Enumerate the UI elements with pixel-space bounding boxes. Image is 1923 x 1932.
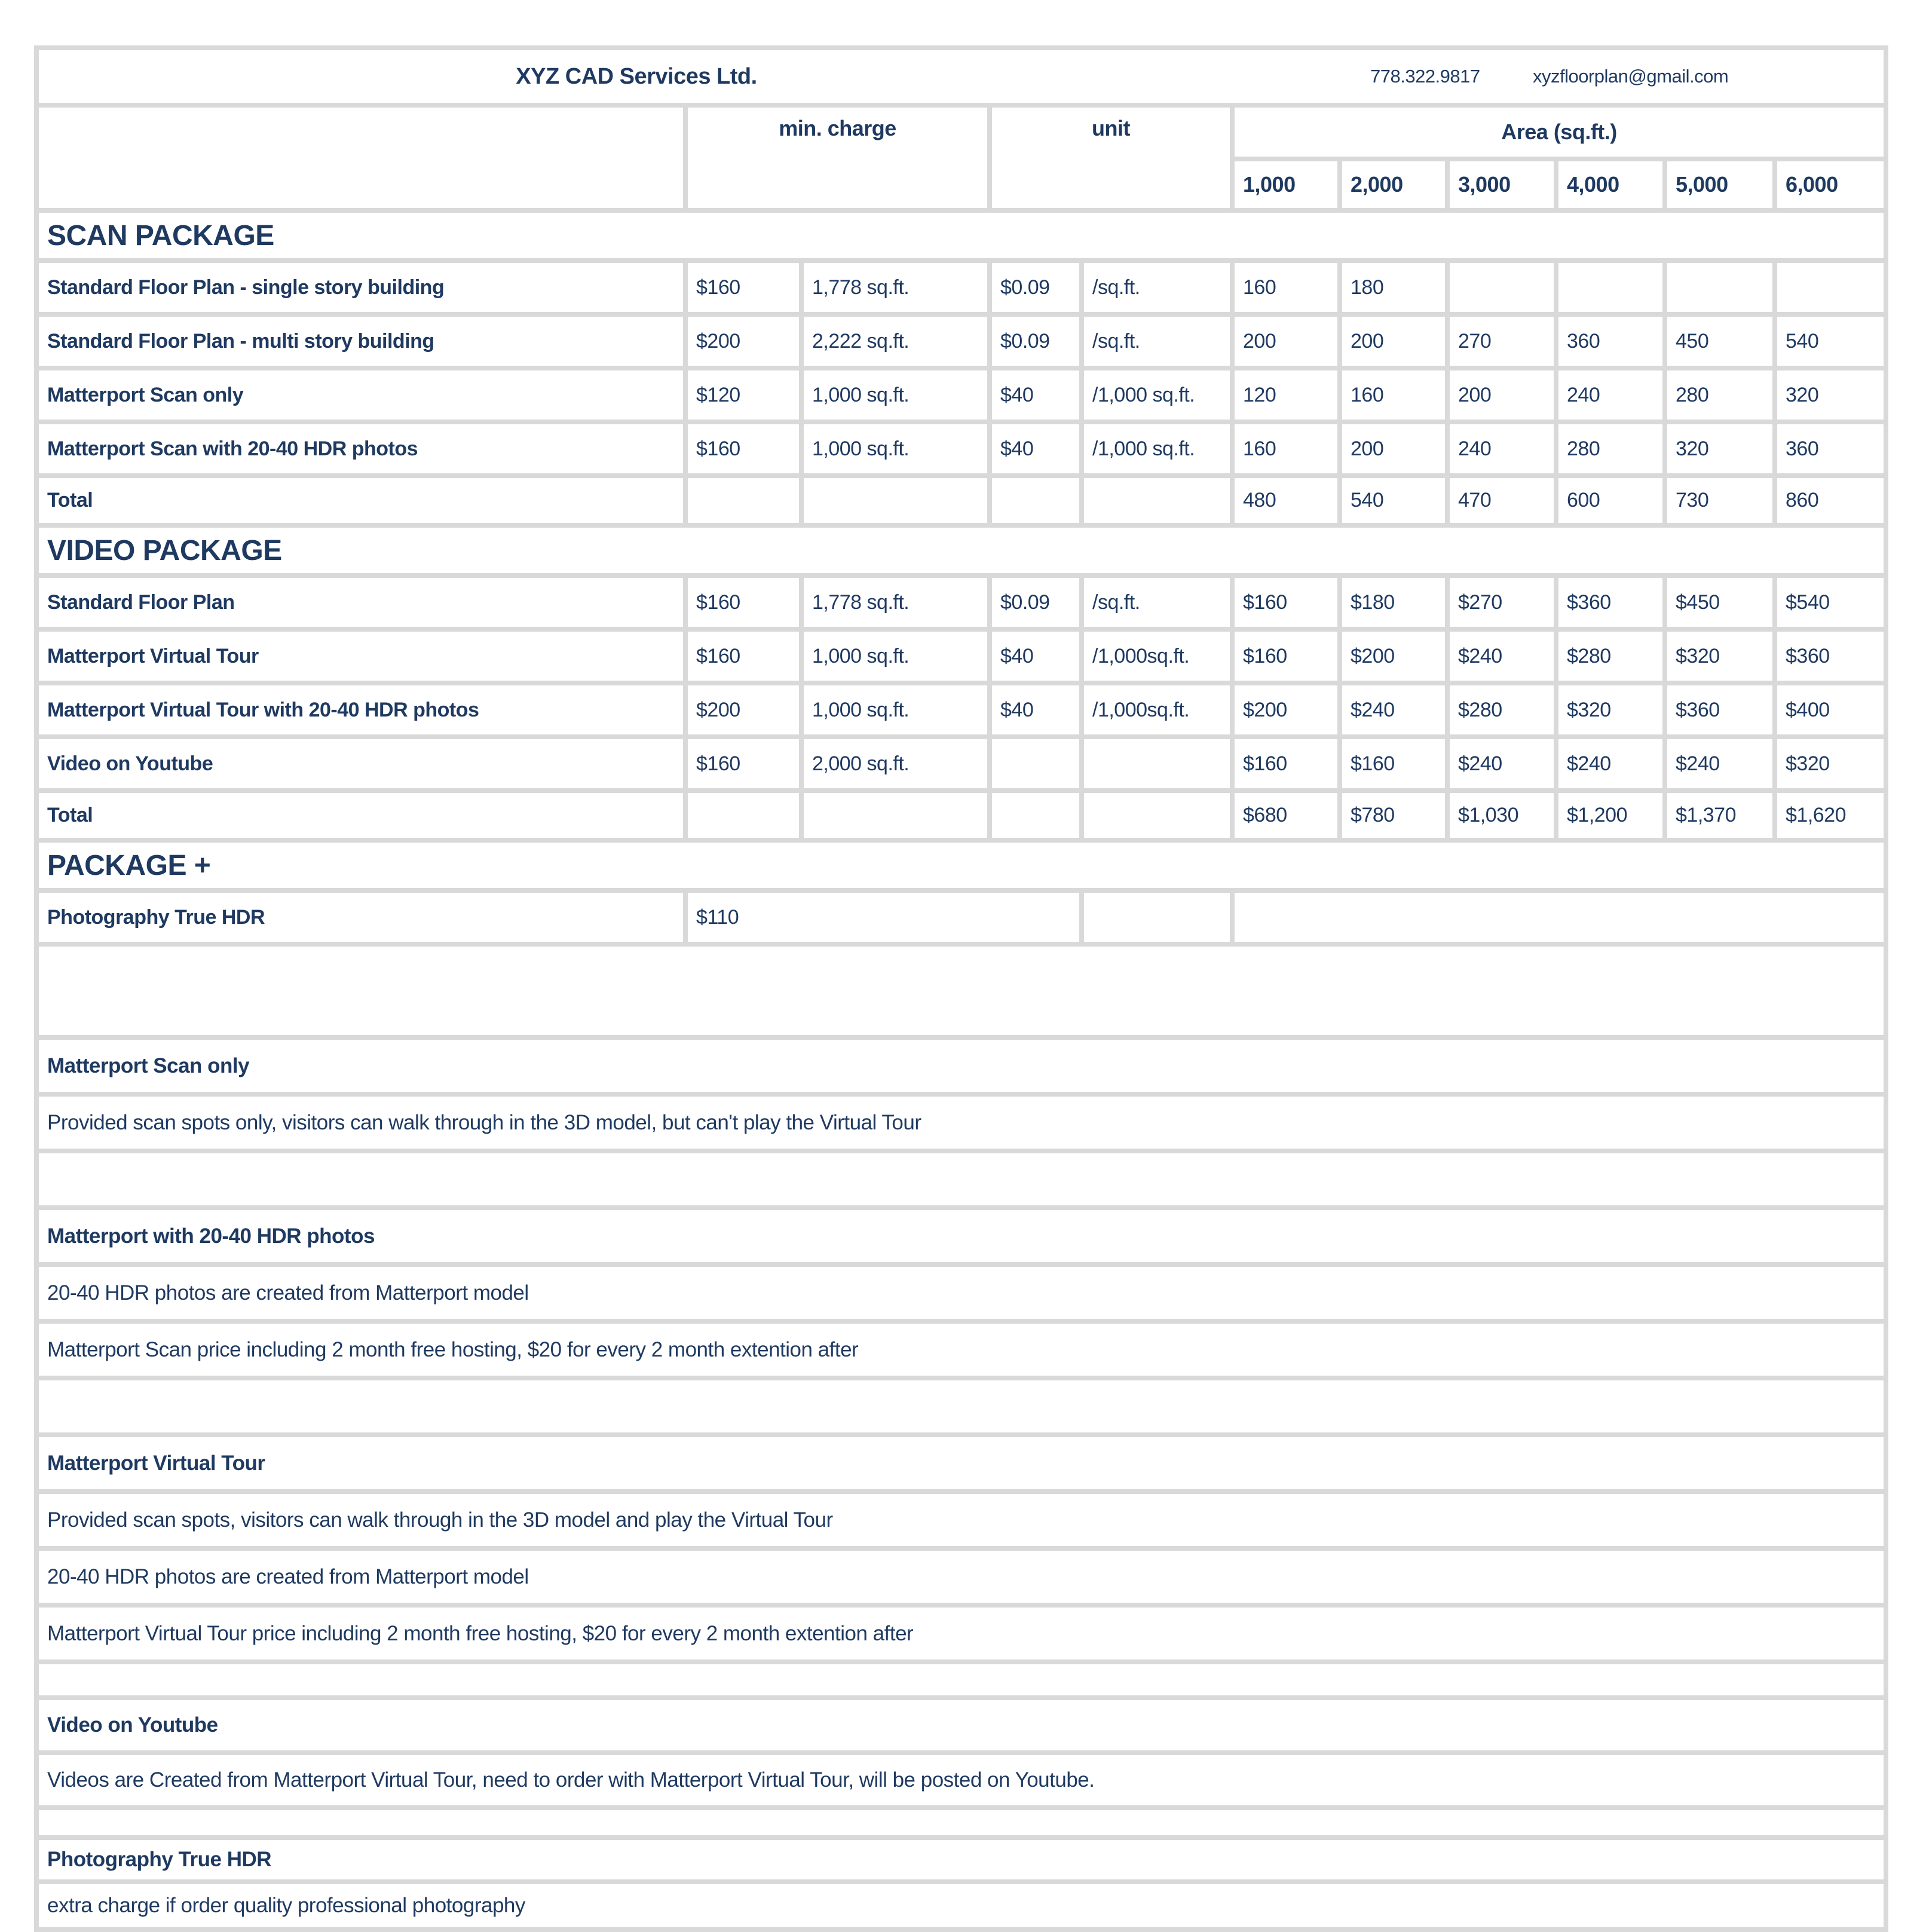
blank-cell	[36, 944, 1886, 1037]
empty-cell	[1082, 791, 1232, 840]
empty-cell	[1232, 890, 1886, 944]
area-price-6000: $360	[1775, 629, 1886, 683]
unit-per	[1082, 737, 1232, 791]
area-price-1000: 160	[1232, 422, 1340, 476]
unit-per: /sq.ft.	[1082, 261, 1232, 314]
service-label: Standard Floor Plan	[36, 575, 685, 629]
area-price-5000: $240	[1665, 737, 1775, 791]
min-charge-area: 1,778 sq.ft.	[801, 575, 990, 629]
min-charge-area: 1,000 sq.ft.	[801, 629, 990, 683]
min-charge-area: 1,000 sq.ft.	[801, 422, 990, 476]
area-col-2000: 2,000	[1340, 159, 1447, 210]
blank-cell	[36, 1662, 1886, 1698]
area-price-5000: $360	[1665, 683, 1775, 737]
note-row	[36, 1094, 1886, 1151]
service-label: Matterport Scan with 20-40 HDR photos	[36, 422, 685, 476]
total-value-5000: $1,370	[1665, 791, 1775, 840]
note-row	[36, 1492, 1886, 1548]
area-price-2000: $200	[1340, 629, 1447, 683]
area-price-6000: 320	[1775, 368, 1886, 422]
blank-row	[36, 1378, 1886, 1435]
area-price-3000: 200	[1447, 368, 1556, 422]
total-value-4000: $1,200	[1556, 791, 1665, 840]
area-price-6000: $320	[1775, 737, 1886, 791]
min-charge-area: 2,222 sq.ft.	[801, 314, 990, 368]
unit-per: /1,000 sq.ft.	[1082, 422, 1232, 476]
section-header-video-package	[36, 525, 1886, 575]
note-text: extra charge if order quality professional photography	[36, 1882, 1886, 1930]
table-row	[36, 368, 1886, 422]
area-price-3000: $240	[1447, 629, 1556, 683]
min-charge-price: $200	[685, 683, 801, 737]
service-label: Matterport Virtual Tour	[36, 629, 685, 683]
col-header-unit: unit	[990, 105, 1232, 210]
total-label: Total	[36, 791, 685, 840]
unit-rate: $40	[990, 368, 1082, 422]
table-row	[36, 890, 1886, 944]
area-price-1000: $200	[1232, 683, 1340, 737]
area-price-6000: $540	[1775, 575, 1886, 629]
service-label: Photography True HDR	[36, 890, 685, 944]
table-row	[36, 683, 1886, 737]
area-price-3000: $270	[1447, 575, 1556, 629]
note-row	[36, 1882, 1886, 1930]
service-label: Video on Youtube	[36, 737, 685, 791]
title-row	[36, 48, 1886, 105]
blank-row	[36, 1662, 1886, 1698]
area-col-5000: 5,000	[1665, 159, 1775, 210]
area-price-5000: 320	[1665, 422, 1775, 476]
pricing-table	[34, 45, 1888, 1932]
area-price-4000	[1556, 261, 1665, 314]
blank-cell	[36, 1808, 1886, 1838]
total-value-2000: 540	[1340, 476, 1447, 525]
total-value-2000: $780	[1340, 791, 1447, 840]
min-charge-area: 2,000 sq.ft.	[801, 737, 990, 791]
note-header: Video on Youtube	[36, 1698, 1886, 1753]
note-text: 20-40 HDR photos are created from Matterport model	[36, 1548, 1886, 1605]
note-header: Matterport Virtual Tour	[36, 1435, 1886, 1492]
unit-rate: $40	[990, 422, 1082, 476]
area-price-2000: 160	[1340, 368, 1447, 422]
service-label: Matterport Virtual Tour with 20-40 HDR photos	[36, 683, 685, 737]
total-value-5000: 730	[1665, 476, 1775, 525]
empty-cell	[685, 791, 801, 840]
area-col-4000: 4,000	[1556, 159, 1665, 210]
note-text: Videos are Created from Matterport Virtual Tour, need to order with Matterport Virtual Tour, will be posted on Youtube.	[36, 1753, 1886, 1808]
empty-cell	[801, 476, 990, 525]
note-text: Provided scan spots, visitors can walk through in the 3D model and play the Virtual Tour	[36, 1492, 1886, 1548]
area-price-4000: $320	[1556, 683, 1665, 737]
note-row	[36, 1208, 1886, 1264]
area-price-2000: 200	[1340, 422, 1447, 476]
min-charge-area: 1,000 sq.ft.	[801, 683, 990, 737]
area-price-4000: $280	[1556, 629, 1665, 683]
area-price-3000: $280	[1447, 683, 1556, 737]
area-price-1000: $160	[1232, 629, 1340, 683]
col-header-min-charge: min. charge	[685, 105, 990, 210]
empty-cell	[801, 791, 990, 840]
table-row	[36, 261, 1886, 314]
total-value-6000: $1,620	[1775, 791, 1886, 840]
title-cell	[36, 48, 1886, 105]
area-price-4000: 280	[1556, 422, 1665, 476]
unit-per: /1,000 sq.ft.	[1082, 368, 1232, 422]
area-col-1000: 1,000	[1232, 159, 1340, 210]
note-row	[36, 1264, 1886, 1321]
total-row	[36, 476, 1886, 525]
area-price-4000: $360	[1556, 575, 1665, 629]
unit-per: /sq.ft.	[1082, 314, 1232, 368]
area-price-2000: 200	[1340, 314, 1447, 368]
unit-per: /1,000sq.ft.	[1082, 629, 1232, 683]
area-price-5000: $450	[1665, 575, 1775, 629]
area-price-1000: 160	[1232, 261, 1340, 314]
min-charge-price: $110	[685, 890, 1082, 944]
total-value-3000: 470	[1447, 476, 1556, 525]
area-price-1000: 200	[1232, 314, 1340, 368]
total-row	[36, 791, 1886, 840]
phone-number: 778.322.9817	[1370, 66, 1480, 87]
unit-rate: $0.09	[990, 314, 1082, 368]
section-title: VIDEO PACKAGE	[36, 525, 1886, 575]
area-price-2000: 180	[1340, 261, 1447, 314]
min-charge-price: $160	[685, 737, 801, 791]
note-row	[36, 1321, 1886, 1378]
service-label: Standard Floor Plan - single story building	[36, 261, 685, 314]
empty-cell	[990, 476, 1082, 525]
min-charge-price: $200	[685, 314, 801, 368]
total-value-1000: $680	[1232, 791, 1340, 840]
corner-cell	[36, 105, 685, 210]
unit-rate: $40	[990, 683, 1082, 737]
section-header-scan-package	[36, 210, 1886, 261]
blank-cell	[36, 1151, 1886, 1208]
note-header: Matterport with 20-40 HDR photos	[36, 1208, 1886, 1264]
note-row	[36, 1838, 1886, 1882]
table-row	[36, 629, 1886, 683]
section-title: PACKAGE +	[36, 840, 1886, 890]
total-value-1000: 480	[1232, 476, 1340, 525]
area-price-1000: 120	[1232, 368, 1340, 422]
section-header-package-plus	[36, 840, 1886, 890]
min-charge-area: 1,000 sq.ft.	[801, 368, 990, 422]
note-header: Matterport Scan only	[36, 1037, 1886, 1094]
blank-row	[36, 944, 1886, 1037]
blank-row	[36, 1808, 1886, 1838]
note-text: Provided scan spots only, visitors can walk through in the 3D model, but can't play the Virtual Tour	[36, 1094, 1886, 1151]
note-text: Matterport Virtual Tour price including 2 month free hosting, $20 for every 2 month extention after	[36, 1605, 1886, 1662]
blank-row	[36, 1151, 1886, 1208]
note-row	[36, 1435, 1886, 1492]
unit-rate: $0.09	[990, 575, 1082, 629]
empty-cell	[1082, 476, 1232, 525]
area-price-4000: 240	[1556, 368, 1665, 422]
min-charge-price: $160	[685, 575, 801, 629]
min-charge-price: $160	[685, 261, 801, 314]
table-row	[36, 575, 1886, 629]
table-row	[36, 422, 1886, 476]
area-price-6000	[1775, 261, 1886, 314]
note-row	[36, 1037, 1886, 1094]
note-row	[36, 1698, 1886, 1753]
area-price-3000: $240	[1447, 737, 1556, 791]
total-value-4000: 600	[1556, 476, 1665, 525]
min-charge-price: $120	[685, 368, 801, 422]
note-row	[36, 1548, 1886, 1605]
note-row	[36, 1605, 1886, 1662]
service-label: Standard Floor Plan - multi story building	[36, 314, 685, 368]
area-price-6000: 360	[1775, 422, 1886, 476]
min-charge-area: 1,778 sq.ft.	[801, 261, 990, 314]
area-price-4000: 360	[1556, 314, 1665, 368]
area-price-5000: 450	[1665, 314, 1775, 368]
note-row	[36, 1753, 1886, 1808]
total-label: Total	[36, 476, 685, 525]
total-value-3000: $1,030	[1447, 791, 1556, 840]
empty-cell	[1082, 890, 1232, 944]
company-name: XYZ CAD Services Ltd.	[516, 63, 757, 89]
note-header: Photography True HDR	[36, 1838, 1886, 1882]
unit-per: /sq.ft.	[1082, 575, 1232, 629]
unit-rate	[990, 737, 1082, 791]
area-price-6000: $400	[1775, 683, 1886, 737]
area-price-4000: $240	[1556, 737, 1665, 791]
empty-cell	[990, 791, 1082, 840]
table-row	[36, 314, 1886, 368]
area-price-2000: $240	[1340, 683, 1447, 737]
col-header-area: Area (sq.ft.)	[1232, 105, 1886, 159]
area-price-1000: $160	[1232, 575, 1340, 629]
area-price-5000	[1665, 261, 1775, 314]
unit-rate: $40	[990, 629, 1082, 683]
area-price-1000: $160	[1232, 737, 1340, 791]
note-text: Matterport Scan price including 2 month free hosting, $20 for every 2 month extention after	[36, 1321, 1886, 1378]
unit-rate: $0.09	[990, 261, 1082, 314]
email-address: xyzfloorplan@gmail.com	[1533, 66, 1729, 87]
blank-cell	[36, 1378, 1886, 1435]
area-price-5000: 280	[1665, 368, 1775, 422]
area-price-2000: $180	[1340, 575, 1447, 629]
table-row	[36, 737, 1886, 791]
area-col-6000: 6,000	[1775, 159, 1886, 210]
note-text: 20-40 HDR photos are created from Matterport model	[36, 1264, 1886, 1321]
min-charge-price: $160	[685, 629, 801, 683]
header-row	[36, 105, 1886, 159]
unit-per: /1,000sq.ft.	[1082, 683, 1232, 737]
area-price-6000: 540	[1775, 314, 1886, 368]
total-value-6000: 860	[1775, 476, 1886, 525]
area-price-3000	[1447, 261, 1556, 314]
area-price-3000: 270	[1447, 314, 1556, 368]
area-price-5000: $320	[1665, 629, 1775, 683]
empty-cell	[685, 476, 801, 525]
area-price-2000: $160	[1340, 737, 1447, 791]
service-label: Matterport Scan only	[36, 368, 685, 422]
area-price-3000: 240	[1447, 422, 1556, 476]
min-charge-price: $160	[685, 422, 801, 476]
area-col-3000: 3,000	[1447, 159, 1556, 210]
section-title: SCAN PACKAGE	[36, 210, 1886, 261]
